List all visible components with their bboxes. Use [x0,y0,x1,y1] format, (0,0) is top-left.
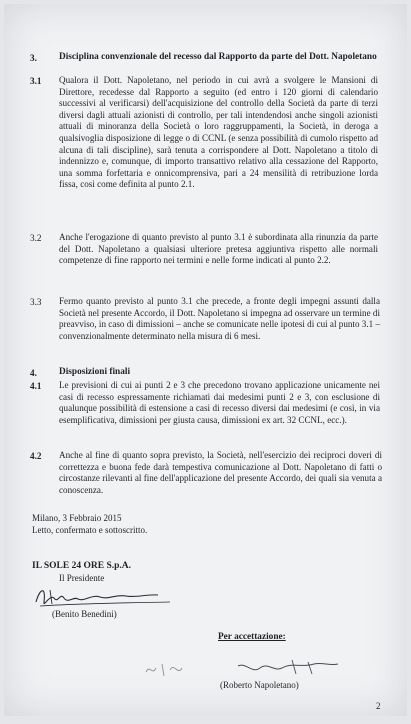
clause-3-3-number: 3.3 [30,297,42,307]
clause-4-1-number: 4.1 [30,381,42,391]
clause-3-2-text: Anche l'erogazione di quanto previsto al punto 3.1 è subordinata alla rinunzia da parte del Dott. Napoletano a qualsiasi ulteriore pretesa aggiuntiva rispetto alle normali competenze di fine rapporto nei termini e nelle forme indicati al punto 2.2. [59,232,378,266]
clause-3-1-number: 3.1 [30,76,42,86]
clause-4-2-text: Anche al fine di quanto sopra previsto, la Società, nell'esercizio dei reciproci doveri di correttezza e buona fede darà tempestiva comunicazione al Dott. Napoletano di fatti o circostanze rilevanti al fine dell'applicazione del presente Accordo, dei quali sia venuta a conoscenza. [59,450,382,495]
page-number: 2 [376,701,381,711]
president-signature [30,582,190,612]
clause-3-2-number: 3.2 [30,233,42,243]
section-3-heading: Disciplina convenzionale del recesso dal Rapporto da parte del Dott. Napoletano [59,52,377,62]
clause-4-1-text: Le previsioni di cui ai punti 2 e 3 che precedono trovano applicazione unicamente nei casi di recesso espressamente richiamati dai medesimi punti 2 e 3, con esclusione di qualunque possibilità di estensione a casi di recesso diversi dai medesimi (e così, in via esemplificativa, dimissioni per giusta causa, dimissioni ex art. 32 CCNL, ecc.). [59,380,380,425]
clause-4-2-number: 4.2 [30,451,42,461]
place-date: Milano, 3 Febbraio 2015 [32,513,122,523]
section-4-heading: Disposizioni finali [59,367,131,377]
clause-3-3-text: Fermo quanto previsto al punto 3.1 che precede, a fronte degli impegni assunti dalla Società nel presente Accordo, il Dott. Napoletano si impegna ad osservare un termine di preavviso, in caso di dimissioni – anche se comunicate nelle ipotesi di cui al punto 3.1 – convenzionalmente determinato nella misura di 6 mesi. [59,296,380,341]
company-signer-role: Il Presidente [59,573,105,583]
section-4-number: 4. [30,368,37,378]
clause-3-1-text: Qualora il Dott. Napoletano, nel periodo in cui avrà a svolgere le Mansioni di Direttore, recedesse dal Rapporto a seguito (ed entro i 120 giorni di calendario successivi al verificarsi) dell'acquisizione del controllo della Società da parte di terzi diversi dagli attuali azionisti di controllo, per tali intendendosi anche singoli azionisti attuali di minoranza della Società o loro raggruppamenti, la Società, in deroga a qualsivoglia disposizione di legge o di CCNL (e senza possibilità di cumolo rispetto ad alcuna di tali discipline), sarà tenuta a corrispondere al Dott. Napoletano a titolo di indennizzo e, comunque, di importo transattivo relativo alla cessazione del Rapporto, una somma forfettaria e onnicomprensiva, pari a 24 mensilità di retribuzione lorda fissa, così come definita al punto 2.1. [59,75,378,190]
company-signer-name: (Benito Benedini) [52,609,117,619]
document-page [4,4,407,716]
acceptance-signer-name: (Roberto Napoletano) [220,680,299,690]
confirmation-line: Letto, confermato e sottoscritto. [32,525,148,535]
company-name: IL SOLE 24 ORE S.p.A. [32,561,131,571]
acceptance-label: Per accettazione: [218,632,286,642]
acceptance-signature [142,656,342,682]
section-3-number: 3. [30,53,37,63]
